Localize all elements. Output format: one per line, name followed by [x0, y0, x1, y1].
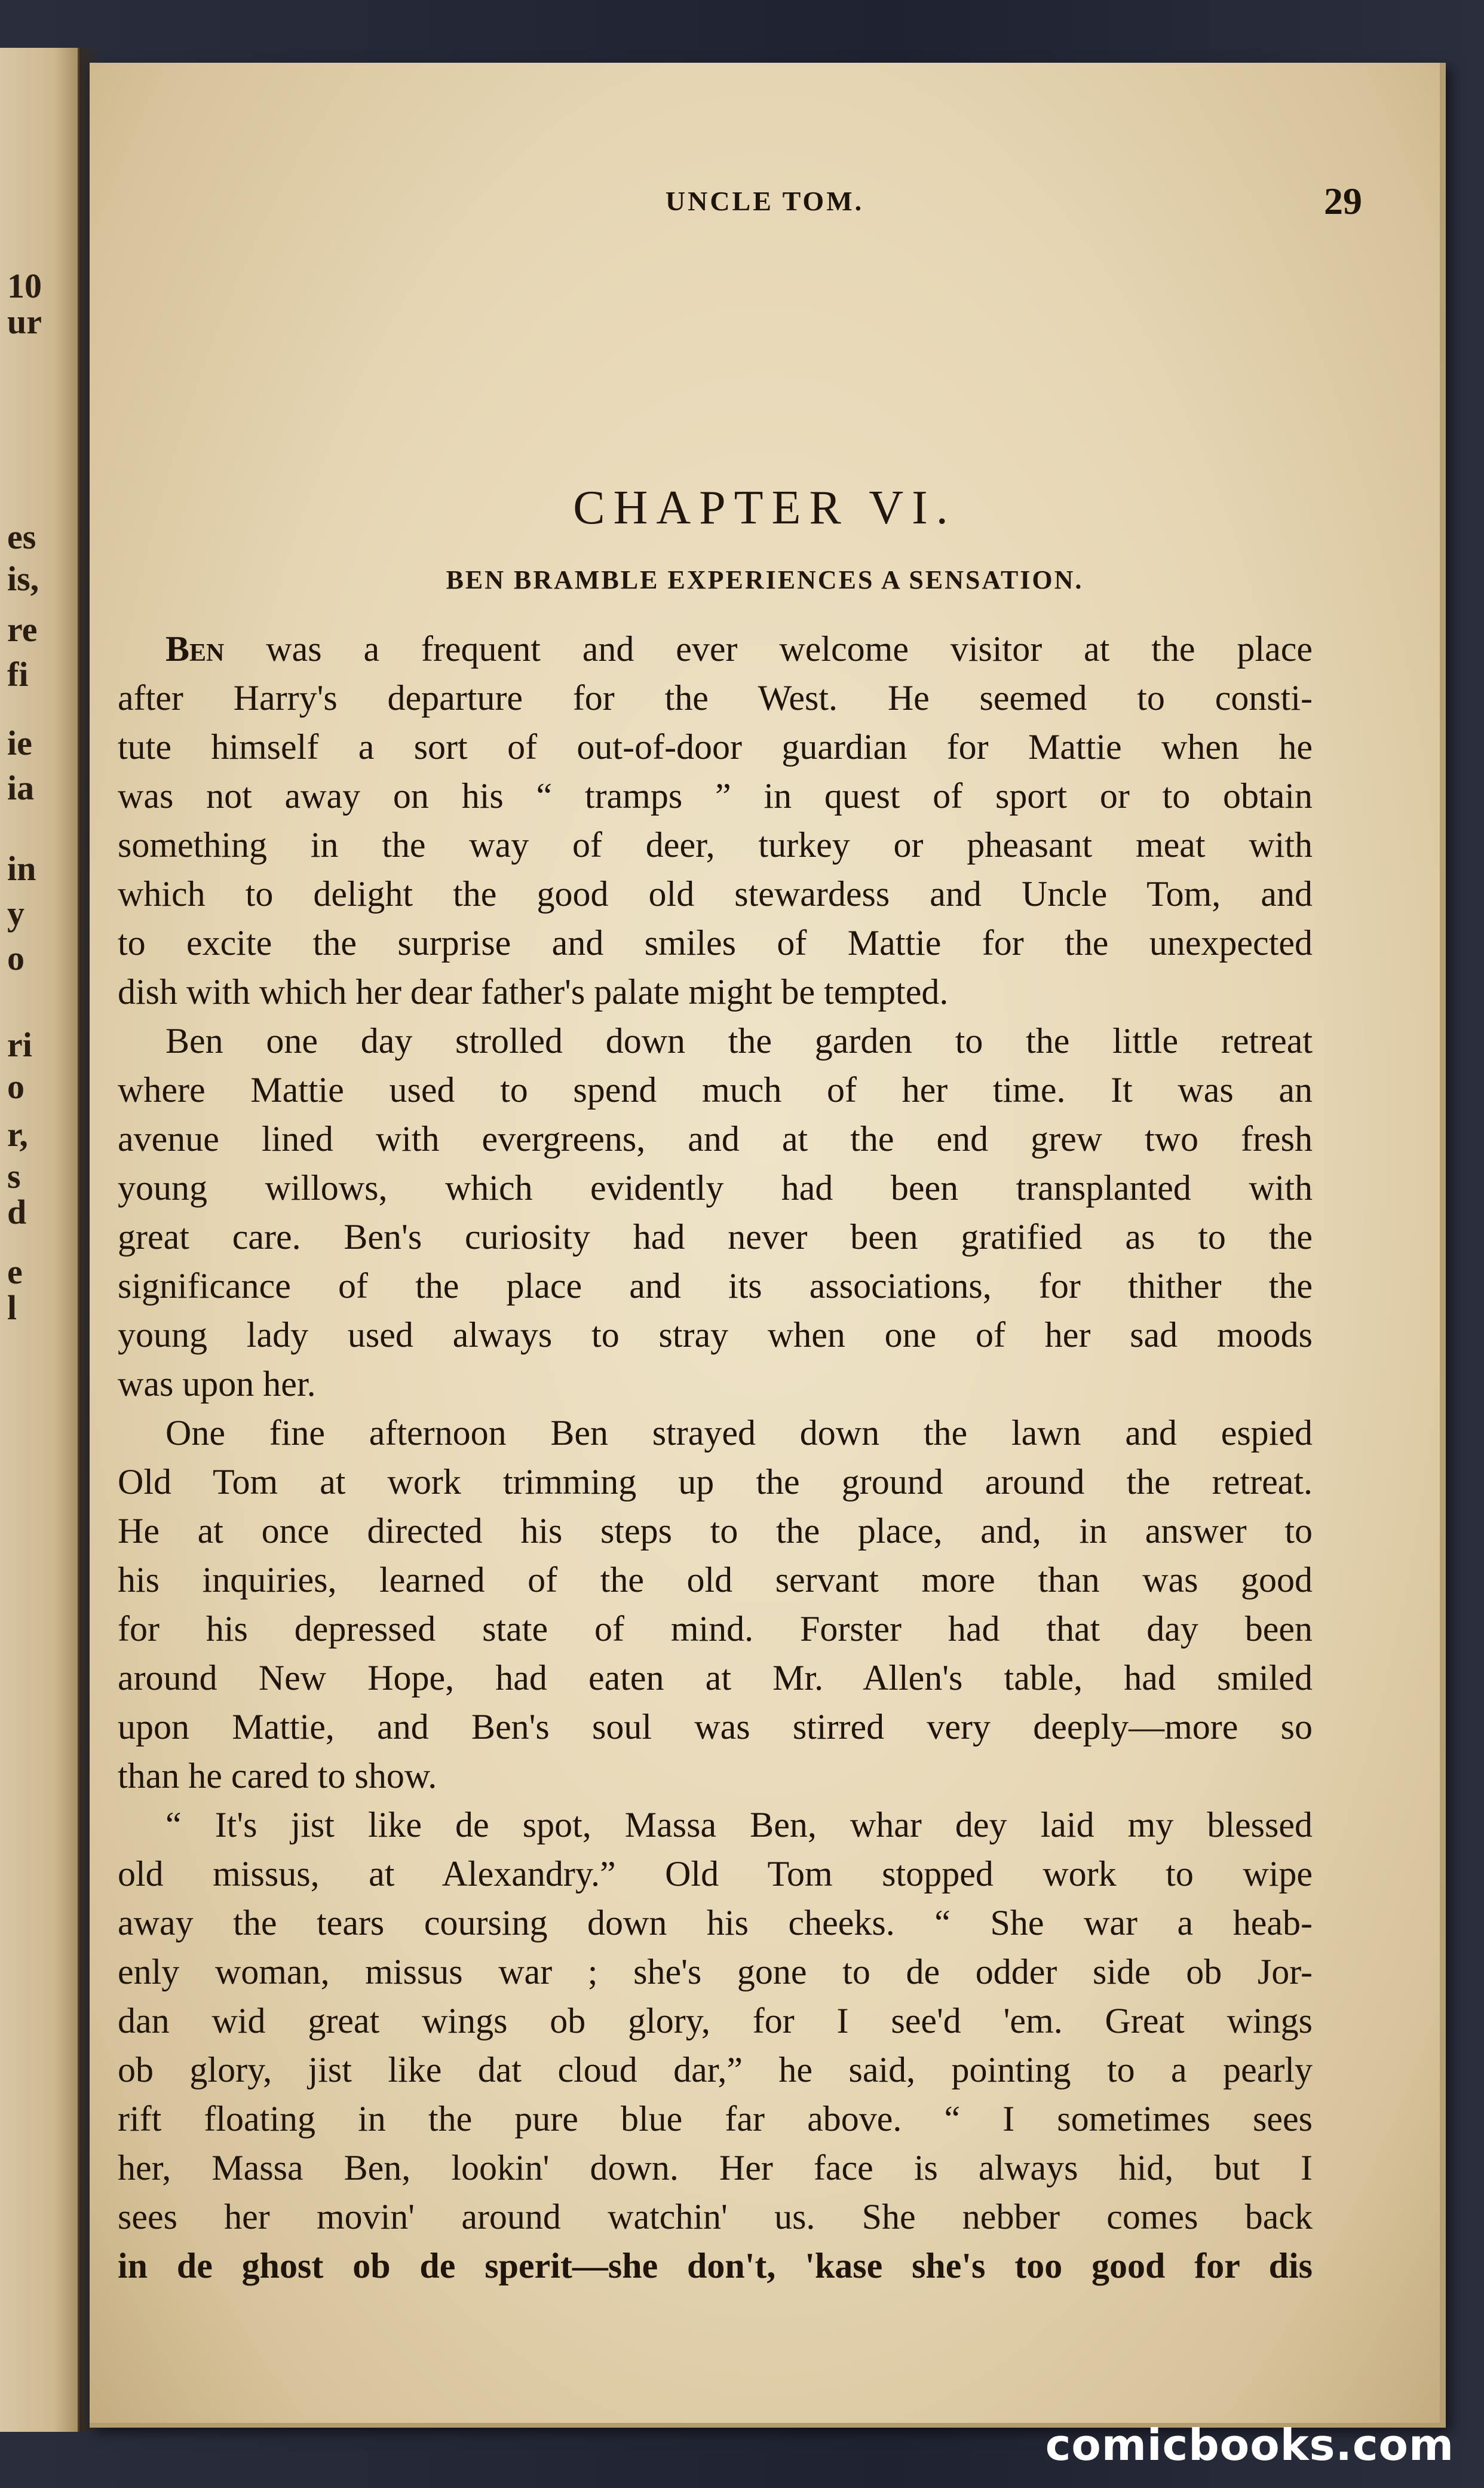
text-line-content: was a frequent and ever welcome visitor at the place [224, 629, 1313, 669]
text-line: his inquiries, learned of the old servant more than was good [118, 1560, 1313, 1600]
text-line: dish with which her dear father's palate might be tempted. [118, 972, 949, 1012]
text-line: around New Hope, had eaten at Mr. Allen's table, had smiled [118, 1658, 1313, 1698]
running-head: UNCLE TOM. [665, 186, 864, 216]
text-line: upon Mattie, and Ben's soul was stirred very deeply—more so [118, 1707, 1313, 1746]
text-line: for his depressed state of mind. Forster had that day been [118, 1609, 1313, 1649]
facing-page-fragment: r, [7, 1115, 28, 1154]
text-line: He at once directed his steps to the place, and, in answer to [118, 1511, 1313, 1551]
facing-page-fragment: y [7, 894, 24, 933]
text-line: significance of the place and its associations, for thither the [118, 1266, 1313, 1306]
text-line: old missus, at Alexandry.” Old Tom stopped work to wipe [118, 1854, 1313, 1893]
facing-page-fragment: d [7, 1193, 27, 1231]
text-line: rift floating in the pure blue far above. “ I sometimes sees [118, 2099, 1313, 2138]
text-line: great care. Ben's curiosity had never been gratified as to the [118, 1217, 1313, 1257]
text-line: ob glory, jist like dat cloud dar,” he said, pointing to a pearly [118, 2050, 1313, 2089]
text-line: away the tears coursing down his cheeks. “ She war a heab- [118, 1903, 1313, 1942]
text-line: where Mattie used to spend much of her time. It was an [118, 1070, 1313, 1110]
facing-page-fragment: ri [7, 1025, 32, 1064]
page-number: 29 [1324, 180, 1362, 222]
chapter-title: CHAPTER VI. [573, 482, 956, 534]
facing-page-fragment: re [7, 610, 38, 649]
page-header [90, 179, 1440, 227]
text-line: avenue lined with evergreens, and at the end grew two fresh [118, 1119, 1313, 1159]
text-line: to excite the surprise and smiles of Mattie for the unexpected [118, 923, 1313, 963]
text-line: enly woman, missus war ; she's gone to de odder side ob Jor- [118, 1952, 1313, 1991]
text-line: young willows, which evidently had been transplanted with [118, 1168, 1313, 1208]
facing-page-fragment: o [7, 1067, 24, 1106]
facing-page-fragment: ia [7, 768, 35, 807]
text-line: Old Tom at work trimming up the ground around the retreat. [118, 1462, 1313, 1502]
facing-page-fragment: l [7, 1288, 17, 1327]
text-line [118, 624, 1313, 673]
text-line: dan wid great wings ob glory, for I see'd 'em. Great wings [118, 2001, 1313, 2040]
facing-page-fragment: 10 [7, 266, 42, 305]
text-line: sees her movin' around watchin' us. She nebber comes back [118, 2197, 1313, 2236]
facing-page-edge [0, 48, 79, 2432]
facing-page-fragment: fi [7, 655, 29, 694]
text-line: One fine afternoon Ben strayed down the lawn and espied [165, 1413, 1313, 1453]
facing-page-fragment: is, [7, 559, 39, 598]
facing-page-fragment: ur [7, 302, 42, 341]
watermark: comicbooks.com [1045, 2420, 1454, 2470]
text-line: Ben one day strolled down the garden to the little retreat [165, 1021, 1313, 1061]
text-line: young lady used always to stray when one of her sad moods [118, 1315, 1313, 1355]
facing-page-fragment: e [7, 1252, 23, 1291]
drop-cap-word: Ben [165, 629, 225, 669]
text-line: her, Massa Ben, lookin' down. Her face is always hid, but I [118, 2148, 1313, 2187]
text-line: which to delight the good old stewardess and Uncle Tom, and [118, 874, 1313, 914]
text-line: was not away on his “ tramps ” in quest of sport or to obtain [118, 776, 1313, 816]
text-line: something in the way of deer, turkey or pheasant meat with [118, 825, 1313, 865]
facing-page-fragment: ie [7, 724, 32, 762]
text-line: than he cared to show. [118, 1756, 437, 1795]
facing-page-fragment: in [7, 849, 36, 888]
chapter-subtitle: BEN BRAMBLE EXPERIENCES A SENSATION. [446, 565, 1084, 595]
text-line: “ It's jist like de spot, Massa Ben, whar dey laid my blessed [165, 1805, 1313, 1844]
text-line: in de ghost ob de sperit—she don't, 'kase she's too good for dis [118, 2246, 1313, 2285]
facing-page-fragment: es [7, 517, 36, 556]
body-text [118, 624, 1313, 2290]
book-page [90, 63, 1446, 2428]
facing-page-fragment: s [7, 1157, 21, 1196]
text-line: was upon her. [118, 1364, 316, 1404]
text-line: after Harry's departure for the West. He seemed to consti- [118, 678, 1313, 718]
text-line: tute himself a sort of out-of-door guardian for Mattie when he [118, 727, 1313, 767]
facing-page-fragment: o [7, 939, 24, 978]
